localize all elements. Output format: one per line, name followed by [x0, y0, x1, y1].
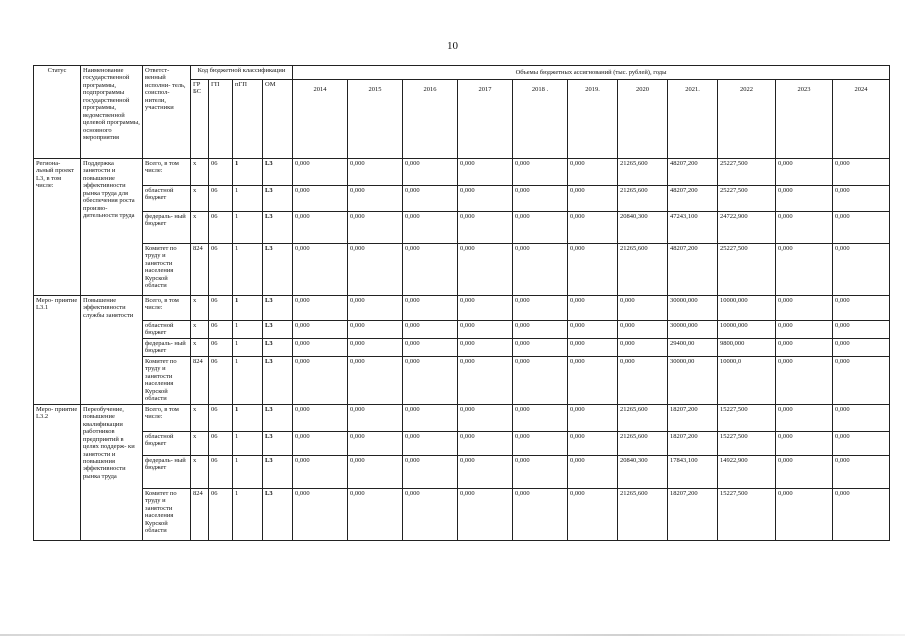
row-value-2017: 0,000 [458, 431, 513, 455]
row-executor: федераль- ный бюджет [143, 338, 191, 356]
row-code-gp: 06 [209, 186, 233, 212]
row-value-2014: 0,000 [293, 356, 348, 404]
row-executor: Комитет по труду и занятости населения Курской области [143, 244, 191, 296]
row-value-2016: 0,000 [403, 431, 458, 455]
header-status: Статус [34, 66, 81, 159]
row-value-2024: 0,000 [833, 455, 890, 488]
header-year: 2022 [718, 80, 776, 159]
row-value-2015: 0,000 [348, 321, 403, 339]
row-code-grbs: x [191, 321, 209, 339]
budget-table [33, 65, 890, 541]
row-value-2019: 0,000 [568, 404, 618, 431]
row-value-2020: 21265,600 [618, 404, 668, 431]
header-year: 2024 [833, 80, 890, 159]
row-value-2021: 30000,00 [668, 356, 718, 404]
row-value-2023: 0,000 [776, 244, 833, 296]
row-code-pgp: 1 [233, 404, 263, 431]
row-code-om: L3 [263, 356, 293, 404]
row-value-2023: 0,000 [776, 488, 833, 540]
table-row [34, 186, 890, 212]
row-value-2019: 0,000 [568, 244, 618, 296]
row-value-2018: 0,000 [513, 431, 568, 455]
row-value-2024: 0,000 [833, 404, 890, 431]
row-status: Региона- льный проект L3, в том числе: [34, 159, 81, 296]
header-year: 2021. [668, 80, 718, 159]
row-value-2019: 0,000 [568, 356, 618, 404]
row-value-2019: 0,000 [568, 455, 618, 488]
row-value-2015: 0,000 [348, 296, 403, 321]
row-value-2023: 0,000 [776, 338, 833, 356]
row-value-2024: 0,000 [833, 296, 890, 321]
row-value-2018: 0,000 [513, 488, 568, 540]
row-value-2019: 0,000 [568, 159, 618, 186]
table-header [34, 66, 890, 159]
row-value-2021: 48207,200 [668, 186, 718, 212]
header-year: 2019. [568, 80, 618, 159]
row-value-2016: 0,000 [403, 455, 458, 488]
row-value-2020: 0,000 [618, 356, 668, 404]
row-value-2016: 0,000 [403, 404, 458, 431]
header-name: Наименование государственной программы, подпрограммы государственной программы, ведомственной целевой программы, основного мероприятия [81, 66, 143, 159]
row-value-2020: 21265,600 [618, 488, 668, 540]
row-value-2020: 21265,600 [618, 244, 668, 296]
row-value-2022: 15227,500 [718, 404, 776, 431]
row-code-gp: 06 [209, 431, 233, 455]
row-value-2014: 0,000 [293, 321, 348, 339]
row-code-pgp: 1 [233, 296, 263, 321]
row-value-2021: 29400,00 [668, 338, 718, 356]
row-value-2021: 47243,100 [668, 212, 718, 244]
row-code-grbs: x [191, 186, 209, 212]
row-code-om: L3 [263, 186, 293, 212]
row-code-pgp: 1 [233, 431, 263, 455]
row-executor: Всего, в том числе: [143, 159, 191, 186]
row-value-2014: 0,000 [293, 488, 348, 540]
row-value-2016: 0,000 [403, 356, 458, 404]
row-code-pgp: 1 [233, 338, 263, 356]
row-executor: федераль- ный бюджет [143, 212, 191, 244]
header-year: 2023 [776, 80, 833, 159]
row-code-grbs: x [191, 455, 209, 488]
table-row [34, 212, 890, 244]
row-code-pgp: 1 [233, 455, 263, 488]
row-code-grbs: x [191, 338, 209, 356]
row-value-2020: 21265,600 [618, 186, 668, 212]
row-value-2017: 0,000 [458, 338, 513, 356]
row-value-2020: 20840,300 [618, 212, 668, 244]
row-code-om: L3 [263, 296, 293, 321]
row-value-2022: 15227,500 [718, 431, 776, 455]
row-value-2021: 18207,200 [668, 431, 718, 455]
row-value-2018: 0,000 [513, 404, 568, 431]
header-year: 2014 [293, 80, 348, 159]
table-row [34, 296, 890, 321]
header-volumes: Объемы бюджетных ассигнований (тыс. рублей), годы [293, 66, 890, 80]
row-value-2014: 0,000 [293, 404, 348, 431]
header-year: 2016 [403, 80, 458, 159]
row-status: Меро- приятие L3.2 [34, 404, 81, 540]
row-code-pgp: 1 [233, 244, 263, 296]
row-code-pgp: 1 [233, 159, 263, 186]
row-value-2022: 24722,900 [718, 212, 776, 244]
row-value-2024: 0,000 [833, 212, 890, 244]
row-code-gp: 06 [209, 159, 233, 186]
row-value-2023: 0,000 [776, 212, 833, 244]
row-code-pgp: 1 [233, 321, 263, 339]
row-value-2015: 0,000 [348, 186, 403, 212]
row-code-pgp: 1 [233, 186, 263, 212]
header-year: 2017 [458, 80, 513, 159]
row-value-2017: 0,000 [458, 404, 513, 431]
row-code-gp: 06 [209, 338, 233, 356]
row-value-2023: 0,000 [776, 296, 833, 321]
row-value-2017: 0,000 [458, 296, 513, 321]
row-program-name: Повышение эффективности службы занятости [81, 296, 143, 405]
row-value-2018: 0,000 [513, 338, 568, 356]
table-row [34, 338, 890, 356]
table-row [34, 455, 890, 488]
row-value-2018: 0,000 [513, 244, 568, 296]
row-value-2022: 10000,0 [718, 356, 776, 404]
header-year: 2020 [618, 80, 668, 159]
row-value-2022: 10000,000 [718, 296, 776, 321]
row-value-2023: 0,000 [776, 186, 833, 212]
row-code-gp: 06 [209, 296, 233, 321]
row-value-2023: 0,000 [776, 455, 833, 488]
row-value-2019: 0,000 [568, 431, 618, 455]
row-value-2018: 0,000 [513, 321, 568, 339]
row-code-om: L3 [263, 212, 293, 244]
row-value-2024: 0,000 [833, 159, 890, 186]
row-value-2024: 0,000 [833, 338, 890, 356]
row-value-2016: 0,000 [403, 338, 458, 356]
row-value-2022: 25227,500 [718, 186, 776, 212]
row-executor: областной бюджет [143, 186, 191, 212]
row-code-gp: 06 [209, 244, 233, 296]
row-code-gp: 06 [209, 212, 233, 244]
row-value-2017: 0,000 [458, 186, 513, 212]
row-code-gp: 06 [209, 321, 233, 339]
row-value-2015: 0,000 [348, 431, 403, 455]
row-value-2018: 0,000 [513, 212, 568, 244]
row-code-pgp: 1 [233, 212, 263, 244]
row-value-2015: 0,000 [348, 244, 403, 296]
table-row [34, 488, 890, 540]
table-row [34, 159, 890, 186]
row-code-om: L3 [263, 159, 293, 186]
row-value-2016: 0,000 [403, 296, 458, 321]
row-code-gp: 06 [209, 404, 233, 431]
row-value-2021: 48207,200 [668, 159, 718, 186]
row-value-2024: 0,000 [833, 186, 890, 212]
row-code-grbs: x [191, 159, 209, 186]
row-value-2018: 0,000 [513, 455, 568, 488]
row-value-2017: 0,000 [458, 212, 513, 244]
row-value-2024: 0,000 [833, 244, 890, 296]
row-executor: Всего, в том числе: [143, 404, 191, 431]
row-code-gp: 06 [209, 356, 233, 404]
header-year: 2018 . [513, 80, 568, 159]
row-value-2023: 0,000 [776, 431, 833, 455]
row-value-2017: 0,000 [458, 455, 513, 488]
row-value-2023: 0,000 [776, 321, 833, 339]
row-value-2024: 0,000 [833, 356, 890, 404]
row-value-2022: 15227,500 [718, 488, 776, 540]
scan-edge-artifact [0, 634, 905, 636]
row-value-2021: 30000,000 [668, 296, 718, 321]
row-value-2015: 0,000 [348, 455, 403, 488]
row-executor: Комитет по труду и занятости населения Курской области [143, 488, 191, 540]
row-value-2020: 0,000 [618, 296, 668, 321]
row-value-2015: 0,000 [348, 488, 403, 540]
row-code-gp: 06 [209, 488, 233, 540]
row-value-2020: 20840,300 [618, 455, 668, 488]
row-value-2014: 0,000 [293, 212, 348, 244]
row-executor: областной бюджет [143, 321, 191, 339]
row-value-2014: 0,000 [293, 296, 348, 321]
row-value-2023: 0,000 [776, 404, 833, 431]
row-program-name: Поддержка занятости и повышение эффективности рынка труда для обеспечения роста произво- дительности труда [81, 159, 143, 296]
row-executor: Всего, в том числе: [143, 296, 191, 321]
row-code-om: L3 [263, 404, 293, 431]
header-code-col: пГП [233, 80, 263, 159]
row-code-pgp: 1 [233, 356, 263, 404]
row-value-2016: 0,000 [403, 212, 458, 244]
row-code-grbs: x [191, 431, 209, 455]
row-value-2018: 0,000 [513, 186, 568, 212]
table-row [34, 404, 890, 431]
row-value-2015: 0,000 [348, 338, 403, 356]
row-value-2022: 25227,500 [718, 159, 776, 186]
row-value-2017: 0,000 [458, 356, 513, 404]
row-value-2020: 0,000 [618, 338, 668, 356]
row-value-2017: 0,000 [458, 321, 513, 339]
row-code-grbs: x [191, 404, 209, 431]
row-value-2021: 48207,200 [668, 244, 718, 296]
table-row [34, 356, 890, 404]
row-value-2014: 0,000 [293, 455, 348, 488]
row-value-2016: 0,000 [403, 244, 458, 296]
row-status: Меро- приятие L3.1 [34, 296, 81, 405]
row-code-grbs: x [191, 212, 209, 244]
row-value-2019: 0,000 [568, 186, 618, 212]
page-number: 10 [447, 40, 458, 52]
row-value-2015: 0,000 [348, 404, 403, 431]
row-value-2022: 14922,900 [718, 455, 776, 488]
row-value-2024: 0,000 [833, 488, 890, 540]
row-value-2023: 0,000 [776, 356, 833, 404]
row-code-gp: 06 [209, 455, 233, 488]
row-code-grbs: 824 [191, 488, 209, 540]
table-row [34, 244, 890, 296]
row-value-2016: 0,000 [403, 159, 458, 186]
row-value-2015: 0,000 [348, 212, 403, 244]
row-code-om: L3 [263, 488, 293, 540]
row-executor: Комитет по труду и занятости населения Курской области [143, 356, 191, 404]
row-value-2021: 30000,000 [668, 321, 718, 339]
row-value-2017: 0,000 [458, 159, 513, 186]
row-value-2014: 0,000 [293, 159, 348, 186]
row-value-2019: 0,000 [568, 212, 618, 244]
row-value-2016: 0,000 [403, 186, 458, 212]
row-program-name: Переобучение, повышение квалификации работников предприятий в целях поддерж- ки занятости и повышения эффективности рынка труда [81, 404, 143, 540]
row-value-2024: 0,000 [833, 321, 890, 339]
table-row [34, 431, 890, 455]
header-code-col: ОМ [263, 80, 293, 159]
row-value-2020: 0,000 [618, 321, 668, 339]
row-value-2022: 10000,000 [718, 321, 776, 339]
row-code-om: L3 [263, 321, 293, 339]
row-value-2019: 0,000 [568, 296, 618, 321]
row-value-2022: 9800,000 [718, 338, 776, 356]
row-value-2015: 0,000 [348, 159, 403, 186]
row-code-om: L3 [263, 338, 293, 356]
row-value-2017: 0,000 [458, 244, 513, 296]
row-value-2018: 0,000 [513, 296, 568, 321]
row-value-2019: 0,000 [568, 488, 618, 540]
row-value-2014: 0,000 [293, 186, 348, 212]
row-value-2021: 18207,200 [668, 488, 718, 540]
row-value-2023: 0,000 [776, 159, 833, 186]
row-value-2016: 0,000 [403, 488, 458, 540]
row-executor: федераль- ный бюджет [143, 455, 191, 488]
row-value-2021: 17843,100 [668, 455, 718, 488]
row-code-om: L3 [263, 431, 293, 455]
row-code-pgp: 1 [233, 488, 263, 540]
row-value-2018: 0,000 [513, 159, 568, 186]
header-code-col: ГП [209, 80, 233, 159]
row-value-2021: 18207,200 [668, 404, 718, 431]
row-value-2024: 0,000 [833, 431, 890, 455]
row-code-grbs: x [191, 296, 209, 321]
header-executor: Ответст- венный исполни- тель, соиспол- нители, участники [143, 66, 191, 159]
row-value-2020: 21265,600 [618, 159, 668, 186]
row-value-2020: 21265,600 [618, 431, 668, 455]
row-value-2015: 0,000 [348, 356, 403, 404]
header-year: 2015 [348, 80, 403, 159]
row-value-2018: 0,000 [513, 356, 568, 404]
row-value-2019: 0,000 [568, 321, 618, 339]
table-body [34, 159, 890, 541]
header-code-col: ГР БС [191, 80, 209, 159]
row-value-2016: 0,000 [403, 321, 458, 339]
row-value-2022: 25227,500 [718, 244, 776, 296]
row-value-2019: 0,000 [568, 338, 618, 356]
table-row [34, 321, 890, 339]
row-value-2017: 0,000 [458, 488, 513, 540]
row-value-2014: 0,000 [293, 338, 348, 356]
row-code-om: L3 [263, 244, 293, 296]
header-code-group: Код бюджетной классификации [191, 66, 293, 80]
row-code-om: L3 [263, 455, 293, 488]
row-value-2014: 0,000 [293, 431, 348, 455]
row-code-grbs: 824 [191, 356, 209, 404]
row-code-grbs: 824 [191, 244, 209, 296]
row-executor: областной бюджет [143, 431, 191, 455]
row-value-2014: 0,000 [293, 244, 348, 296]
